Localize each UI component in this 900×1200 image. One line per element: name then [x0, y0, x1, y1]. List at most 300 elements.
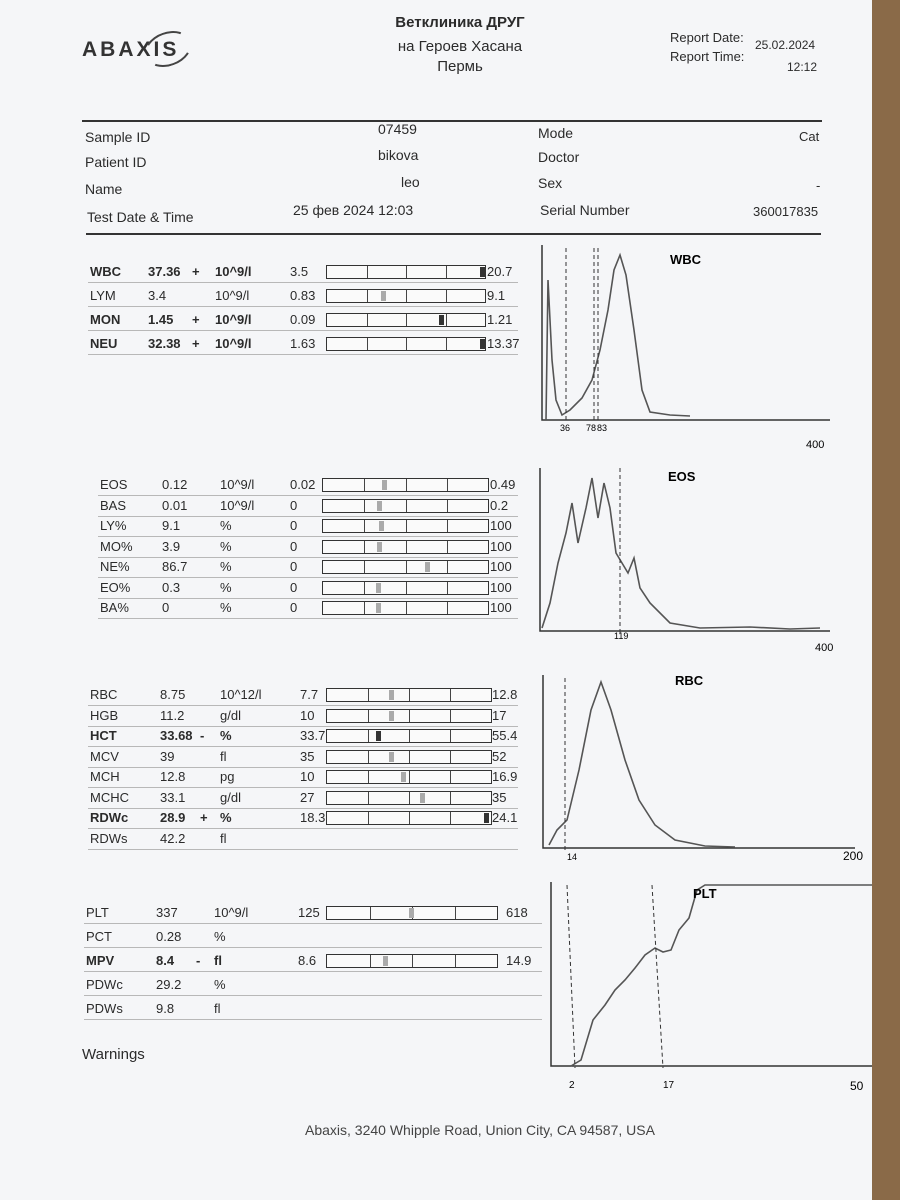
bar-tick — [367, 338, 368, 350]
analyte-unit: pg — [220, 769, 235, 784]
bar-tick — [364, 582, 365, 594]
analyte-unit: 10^9/l — [215, 336, 252, 351]
plt-histogram — [545, 880, 872, 1095]
analyte-name: MCV — [90, 748, 119, 764]
analyte-name: RDWc — [90, 810, 129, 825]
rbc-hist-title: RBC — [675, 673, 704, 688]
analyte-name: HCT — [90, 728, 117, 743]
bar-tick — [450, 792, 451, 804]
serial-number: 360017835 — [753, 204, 819, 219]
bar-tick — [368, 730, 369, 742]
result-row — [100, 598, 520, 618]
reference-range-bar — [326, 265, 486, 279]
analyte-value: 11.2 — [160, 707, 185, 723]
analyte-unit: 10^9/l — [215, 264, 252, 279]
range-high: 9.1 — [487, 288, 506, 303]
reference-range-bar — [326, 811, 492, 825]
bar-tick — [446, 290, 447, 302]
bar-tick — [367, 266, 368, 278]
result-row — [100, 516, 520, 536]
sample-id: 07459 — [378, 121, 417, 137]
range-high: 55.4 — [492, 728, 518, 743]
analyte-value: 32.38 — [148, 336, 181, 351]
bar-tick — [450, 689, 451, 701]
range-high: 24.1 — [492, 810, 518, 825]
value-marker — [383, 956, 388, 966]
range-high: 100 — [490, 559, 512, 574]
range-low: 18.3 — [300, 810, 326, 825]
bar-tick — [447, 479, 448, 491]
bar-tick — [406, 338, 407, 350]
report-date: 25.02.2024 — [755, 38, 816, 52]
value-marker — [401, 772, 406, 782]
result-row — [86, 951, 532, 971]
analyte-value: 1.45 — [148, 312, 174, 327]
analyte-flag: - — [196, 953, 201, 968]
reference-range-bar — [322, 478, 489, 492]
result-row — [100, 537, 520, 557]
range-low: 8.6 — [298, 953, 317, 968]
result-row — [90, 747, 510, 767]
analyte-value: 37.36 — [148, 264, 181, 279]
logo-swirl-icon — [140, 25, 197, 73]
bar-tick — [446, 338, 447, 350]
result-row — [86, 999, 506, 1019]
result-row — [100, 578, 520, 598]
bar-tick — [409, 710, 410, 722]
analyte-unit: 10^9/l — [215, 288, 250, 303]
bar-tick — [447, 602, 448, 614]
analyte-unit: % — [220, 810, 232, 825]
bar-tick — [450, 730, 451, 742]
analyte-name: BAS — [100, 497, 127, 513]
analyte-value: 39 — [160, 748, 175, 764]
analyte-value: 0.3 — [162, 579, 181, 595]
reference-range-bar — [326, 688, 492, 702]
reference-range-bar — [326, 954, 498, 968]
bar-tick — [409, 792, 410, 804]
bar-tick — [446, 266, 447, 278]
range-high: 100 — [490, 518, 512, 533]
analyte-flag: - — [200, 728, 205, 743]
report-date-label: Report Date: — [670, 30, 744, 45]
analyte-value: 0.28 — [156, 929, 182, 944]
analyte-value: 86.7 — [162, 559, 188, 574]
value-marker — [484, 813, 489, 823]
value-marker — [389, 752, 394, 762]
bar-tick — [370, 907, 371, 919]
bar-tick — [406, 290, 407, 302]
row-divider — [88, 354, 518, 355]
analyte-unit: fl — [220, 830, 227, 846]
result-row — [90, 685, 518, 705]
bar-tick — [455, 955, 456, 967]
result-row — [100, 496, 520, 516]
wbc-marker-2: 78 — [586, 423, 597, 433]
wbc-hist-title: WBC — [670, 252, 702, 267]
analyte-unit: 10^9/l — [220, 497, 255, 513]
range-high: 20.7 — [487, 264, 513, 279]
clinic-name: Ветклиника ДРУГ — [395, 14, 525, 31]
plt-marker-2: 17 — [663, 1080, 675, 1091]
analyte-flag: + — [192, 264, 200, 279]
bar-tick — [447, 500, 448, 512]
analyte-unit: g/dl — [220, 789, 241, 805]
row-divider — [88, 282, 518, 283]
bar-tick — [368, 771, 369, 783]
analyte-unit: fl — [220, 748, 227, 764]
analyte-unit: % — [220, 518, 232, 533]
bar-tick — [450, 710, 451, 722]
reference-range-bar — [326, 791, 492, 805]
analyte-unit: fl — [214, 953, 222, 968]
bar-tick — [447, 520, 448, 532]
analyte-value: 28.9 — [160, 810, 186, 825]
result-row — [90, 829, 510, 849]
result-row — [90, 788, 510, 808]
value-marker — [389, 711, 394, 721]
analyte-name: NEU — [90, 336, 118, 351]
info-divider — [86, 233, 821, 235]
plt-marker-1: 2 — [569, 1080, 575, 1091]
sample-id-label: Sample ID — [85, 129, 151, 145]
range-low: 27 — [300, 789, 315, 805]
analyte-unit: 10^12/l — [220, 687, 262, 702]
analyte-value: 33.68 — [160, 728, 193, 743]
range-high: 13.37 — [487, 336, 520, 351]
range-low: 0 — [290, 538, 298, 554]
reference-range-bar — [326, 906, 498, 920]
reference-range-bar — [326, 729, 492, 743]
analyte-name: MCH — [90, 769, 120, 784]
analyte-flag: + — [192, 312, 200, 327]
bar-tick — [450, 751, 451, 763]
analyte-value: 9.1 — [162, 518, 181, 533]
bar-tick — [406, 561, 407, 573]
range-low: 10 — [300, 707, 315, 723]
bar-tick — [409, 751, 410, 763]
bar-tick — [368, 710, 369, 722]
result-row — [90, 767, 518, 787]
wbc-marker-3: 83 — [597, 423, 608, 433]
bar-tick — [409, 689, 410, 701]
analyte-value: 0 — [162, 600, 170, 615]
analyte-name: WBC — [90, 264, 122, 279]
range-high: 52 — [492, 748, 507, 764]
bar-tick — [450, 812, 451, 824]
bar-tick — [367, 290, 368, 302]
range-high: 618 — [506, 905, 528, 920]
wbc-histogram — [530, 240, 850, 455]
row-divider — [84, 923, 542, 924]
result-row — [90, 808, 518, 828]
range-low: 0.83 — [290, 288, 316, 303]
bar-tick — [406, 602, 407, 614]
analyte-value: 12.8 — [160, 769, 186, 784]
footer-address: Abaxis, 3240 Whipple Road, Union City, CA 94587, USA — [305, 1122, 655, 1138]
analyte-name: PLT — [86, 905, 109, 920]
analyte-name: MO% — [100, 538, 133, 554]
bar-tick — [368, 812, 369, 824]
analyte-name: NE% — [100, 559, 130, 574]
row-divider — [88, 306, 518, 307]
bar-tick — [364, 541, 365, 553]
value-marker — [376, 583, 381, 593]
range-low: 0 — [290, 559, 298, 574]
value-marker — [480, 267, 485, 277]
bar-tick — [409, 771, 410, 783]
reference-range-bar — [326, 337, 486, 351]
value-marker — [381, 291, 386, 301]
result-row — [86, 975, 506, 995]
reference-range-bar — [326, 289, 486, 303]
analyte-value: 337 — [156, 905, 178, 920]
eos-histogram — [530, 463, 850, 658]
analyte-value: 3.4 — [148, 288, 167, 303]
reference-range-bar — [322, 581, 489, 595]
value-marker — [389, 690, 394, 700]
analyte-name: MCHC — [90, 789, 129, 805]
value-marker — [376, 731, 381, 741]
analyte-unit: % — [220, 728, 232, 743]
analyte-value: 8.4 — [156, 953, 175, 968]
bar-tick — [406, 500, 407, 512]
analyte-unit: % — [220, 579, 232, 595]
analyte-name: EO% — [100, 579, 131, 595]
range-high: 17 — [492, 707, 507, 723]
header-divider — [82, 120, 822, 122]
value-marker — [439, 315, 444, 325]
row-divider — [98, 618, 518, 619]
range-high: 100 — [490, 538, 512, 554]
range-low: 35 — [300, 748, 315, 764]
range-low: 0.09 — [290, 312, 316, 327]
report-time-label: Report Time: — [670, 49, 745, 64]
rbc-histogram — [535, 670, 870, 865]
clinic-city: Пермь — [437, 58, 483, 75]
logo-text: ABAXIS — [82, 38, 180, 61]
reference-range-bar — [326, 313, 486, 327]
bar-tick — [406, 479, 407, 491]
range-low: 7.7 — [300, 687, 319, 702]
analyte-value: 8.75 — [160, 687, 186, 702]
bar-tick — [406, 520, 407, 532]
range-high: 16.9 — [492, 769, 518, 784]
analyte-value: 42.2 — [160, 830, 186, 846]
row-divider — [84, 947, 542, 948]
analyte-name: LYM — [90, 288, 116, 303]
analyte-name: MPV — [86, 953, 115, 968]
reference-range-bar — [322, 560, 489, 574]
bar-tick — [406, 582, 407, 594]
bar-tick — [364, 520, 365, 532]
row-divider — [84, 971, 542, 972]
analyte-name: PDWc — [86, 977, 123, 992]
analyte-unit: % — [214, 977, 226, 992]
range-low: 1.63 — [290, 336, 316, 351]
analyte-flag: + — [200, 810, 208, 825]
bar-tick — [450, 771, 451, 783]
analyte-name: HGB — [90, 707, 119, 723]
warnings-label: Warnings — [82, 1046, 145, 1063]
analyte-unit: fl — [214, 1001, 221, 1016]
bar-tick — [409, 812, 410, 824]
sex-label: Sex — [538, 175, 563, 191]
bar-tick — [364, 500, 365, 512]
range-low: 3.5 — [290, 264, 309, 279]
result-row — [100, 475, 520, 495]
abaxis-logo — [82, 38, 179, 62]
analyte-name: RBC — [90, 687, 118, 702]
result-row — [86, 903, 528, 923]
result-row — [86, 927, 506, 947]
result-row — [90, 706, 510, 726]
range-low: 0 — [290, 600, 298, 615]
bar-tick — [447, 561, 448, 573]
result-row — [90, 726, 518, 746]
value-marker — [480, 339, 485, 349]
result-row — [90, 334, 520, 354]
bar-tick — [364, 561, 365, 573]
bar-tick — [367, 314, 368, 326]
eos-marker-1: 119 — [614, 631, 629, 641]
analyte-unit: 10^9/l — [214, 905, 249, 920]
range-high: 1.21 — [487, 312, 513, 327]
report-time: 12:12 — [787, 60, 818, 74]
eos-hist-title: EOS — [668, 469, 696, 484]
patient-id-label: Patient ID — [85, 154, 147, 170]
doctor-label: Doctor — [538, 149, 580, 165]
range-high: 0.2 — [490, 497, 509, 513]
bar-tick — [412, 955, 413, 967]
analyte-unit: % — [214, 929, 226, 944]
bar-tick — [409, 730, 410, 742]
test-datetime: 25 фев 2024 12:03 — [293, 202, 414, 218]
row-divider — [88, 330, 518, 331]
test-datetime-label: Test Date & Time — [87, 209, 194, 225]
analyte-value: 0.12 — [162, 477, 188, 492]
value-marker — [376, 603, 381, 613]
bar-tick — [455, 907, 456, 919]
analyte-value: 9.8 — [156, 1001, 175, 1016]
bar-tick — [406, 541, 407, 553]
rbc-axis-max: 200 — [843, 849, 864, 863]
bar-tick — [368, 792, 369, 804]
analyte-flag: + — [192, 336, 200, 351]
analyte-unit: 10^9/l — [215, 312, 252, 327]
bar-tick — [406, 266, 407, 278]
result-row — [90, 310, 513, 330]
range-high: 100 — [490, 600, 512, 615]
analyte-name: EOS — [100, 477, 128, 492]
range-low: 10 — [300, 769, 315, 784]
row-divider — [84, 1019, 542, 1020]
range-low: 0 — [290, 518, 298, 533]
range-low: 0.02 — [290, 477, 316, 492]
reference-range-bar — [326, 770, 492, 784]
value-marker — [382, 480, 387, 490]
plt-axis-max: 50 — [850, 1079, 864, 1093]
range-low: 0 — [290, 497, 298, 513]
sex-value: - — [816, 178, 821, 193]
analyte-unit: % — [220, 559, 232, 574]
result-row — [90, 262, 513, 282]
mode-label: Mode — [538, 125, 574, 141]
bar-tick — [368, 689, 369, 701]
result-row — [90, 286, 510, 306]
patient-name: leo — [401, 174, 420, 190]
reference-range-bar — [326, 750, 492, 764]
reference-range-bar — [326, 709, 492, 723]
analyte-value: 3.9 — [162, 538, 181, 554]
analyte-name: BA% — [100, 600, 129, 615]
row-divider — [84, 995, 542, 996]
bar-tick — [447, 582, 448, 594]
range-high: 12.8 — [492, 687, 518, 702]
value-marker — [420, 793, 425, 803]
bar-tick — [364, 479, 365, 491]
bar-tick — [368, 751, 369, 763]
analyte-name: MON — [90, 312, 121, 327]
analyte-name: LY% — [100, 518, 127, 533]
bar-tick — [446, 314, 447, 326]
reference-range-bar — [322, 601, 489, 615]
value-marker — [425, 562, 430, 572]
analyte-unit: g/dl — [220, 707, 241, 723]
analyte-name: PDWs — [86, 1001, 123, 1016]
name-label: Name — [85, 181, 123, 197]
reference-range-bar — [322, 499, 489, 513]
analyte-value: 29.2 — [156, 977, 182, 992]
serial-number-label: Serial Number — [540, 202, 630, 218]
range-high: 35 — [492, 789, 507, 805]
range-low: 125 — [298, 905, 320, 920]
value-marker — [377, 501, 382, 511]
range-high: 14.9 — [506, 953, 532, 968]
value-marker — [409, 908, 414, 918]
analyte-unit: 10^9/l — [220, 477, 255, 492]
reference-range-bar — [322, 540, 489, 554]
value-marker — [377, 542, 382, 552]
range-high: 100 — [490, 579, 512, 595]
range-high: 0.49 — [490, 477, 516, 492]
analyte-value: 0.01 — [162, 497, 188, 513]
eos-axis-max: 400 — [815, 642, 834, 654]
rbc-marker-1: 14 — [567, 852, 578, 862]
bar-tick — [364, 602, 365, 614]
clinic-address: на Героев Хасана — [397, 38, 523, 55]
analyte-name: PCT — [86, 929, 112, 944]
plt-hist-title: PLT — [693, 886, 717, 901]
bar-tick — [406, 314, 407, 326]
range-low: 0 — [290, 579, 298, 595]
wbc-axis-max: 400 — [806, 439, 825, 451]
analyte-name: RDWs — [90, 830, 128, 846]
bar-tick — [447, 541, 448, 553]
result-row — [100, 557, 520, 577]
patient-id: bikova — [378, 147, 419, 163]
analyte-value: 33.1 — [160, 789, 186, 805]
analyte-unit: % — [220, 538, 232, 554]
value-marker — [379, 521, 384, 531]
wbc-marker-1: 36 — [560, 423, 571, 433]
range-low: 33.7 — [300, 728, 326, 743]
reference-range-bar — [322, 519, 489, 533]
mode-value: Cat — [799, 129, 820, 144]
row-divider — [88, 849, 518, 850]
analyte-unit: % — [220, 600, 232, 615]
bar-tick — [370, 955, 371, 967]
